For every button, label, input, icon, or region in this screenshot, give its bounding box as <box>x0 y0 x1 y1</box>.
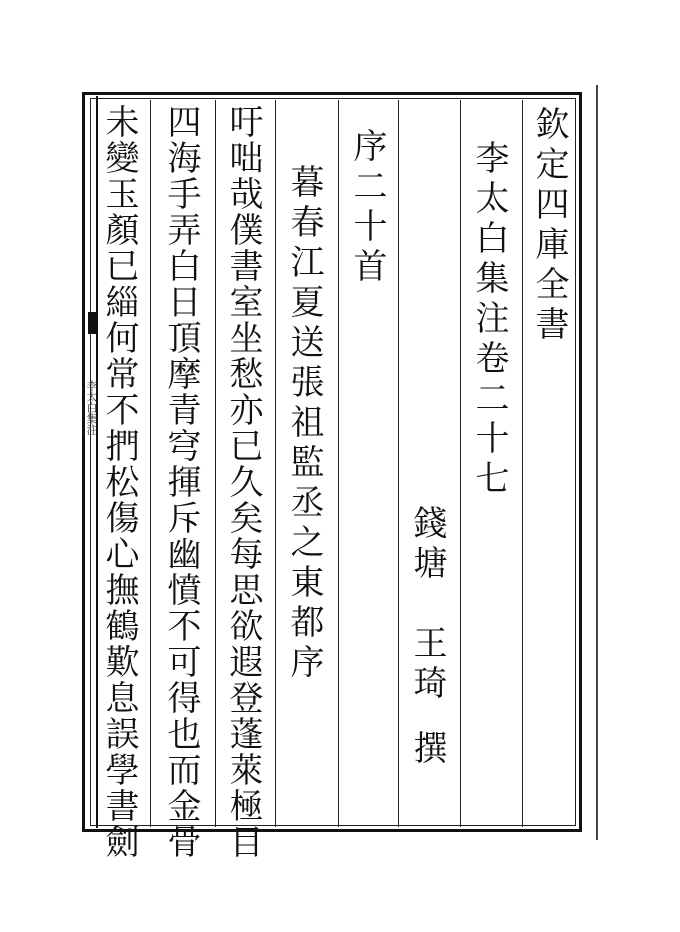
book-title: 李太白集注卷二十七 <box>469 140 509 500</box>
body-line: 吁咄哉僕書室坐愁亦已久矣每思欲遐登蓬萊極目 <box>223 104 263 860</box>
section-heading: 序二十首 <box>347 128 387 288</box>
column-rule <box>338 100 339 827</box>
column-rule <box>215 100 216 827</box>
column-rule <box>522 100 523 827</box>
author-role: 撰 <box>407 730 447 770</box>
author-place: 錢塘 <box>407 505 447 585</box>
column-rule <box>460 100 461 827</box>
column-rule <box>150 100 151 827</box>
sheet-edge <box>596 85 598 840</box>
essay-title: 暮春江夏送張祖監丞之東都序 <box>284 164 324 684</box>
binding-strip <box>84 96 98 828</box>
body-line: 未變玉顏已緇何常不捫松傷心撫鶴歎息誤學書劍 <box>99 104 139 860</box>
author-name: 王琦 <box>407 625 447 705</box>
collection-title: 欽定四庫全書 <box>529 106 569 346</box>
body-line: 四海手弄白日頂摩青穹揮斥幽憤不可得也而金骨 <box>161 104 201 860</box>
binding-fishtail-mark <box>88 312 96 334</box>
spine-title: 李太白集注 <box>85 380 98 435</box>
column-rule <box>275 100 276 827</box>
column-rule <box>398 100 399 827</box>
